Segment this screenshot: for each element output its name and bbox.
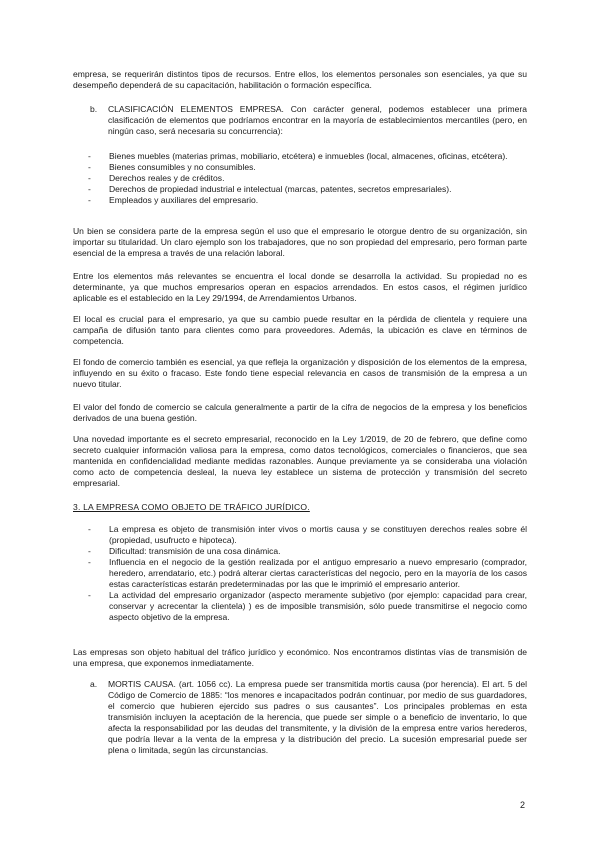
list-item: - La empresa es objeto de transmisión inter vivos o mortis causa y se constituyen derechos reales sobre él (propiedad, usufructo e hipoteca).	[88, 524, 527, 545]
dash-bullet: -	[88, 195, 91, 205]
transmission-list	[88, 524, 527, 623]
dash-bullet: -	[88, 162, 91, 172]
intro-continuation-paragraph: empresa, se requerirán distintos tipos de recursos. Entre ellos, los elementos personales son esenciales, ya que su desempeño dependerá de su capacitación, habilitación o formación específica.	[73, 69, 527, 90]
list-item: - Derechos de propiedad industrial e intelectual (marcas, patentes, secretos empresariales).	[88, 184, 452, 194]
list-item: - Empleados y auxiliares del empresario.	[88, 195, 259, 205]
traffic-paragraph: Las empresas son objeto habitual del tráfico jurídico y económico. Nos encontramos distintas vías de transmisión de una empresa, que exponemos inmediatamente.	[73, 647, 527, 668]
elements-list	[88, 151, 527, 206]
dash-bullet: -	[88, 546, 91, 556]
dash-bullet: -	[88, 590, 91, 600]
dash-bullet: -	[88, 557, 91, 567]
list-item: - Derechos reales y de créditos.	[88, 173, 225, 183]
list-item: - Bienes muebles (materias primas, mobiliario, etcétera) e inmuebles (local, almacenes, oficinas, etcétera).	[88, 151, 508, 161]
paragraph-local-crucial: El local es crucial para el empresario, ya que su cambio puede resultar en la pérdida de clientela y requiere una campaña de difusión tanto para clientes como para proveedores. Además, la ubicación es clave en términos de competencia.	[73, 314, 527, 346]
section-a-marker: a.	[90, 679, 98, 689]
section-3-heading: 3. LA EMPRESA COMO OBJETO DE TRÁFICO JURÍDICO.	[73, 502, 310, 512]
paragraph-local: Entre los elementos más relevantes se encuentra el local donde se desarrolla la actividad. Su propiedad no es determinante, ya que muchos empresarios operan en espacios arrendados. En estos casos, el régimen jurídico aplicable es el establecido en la Ley 29/1994, de Arrendamientos Urbanos.	[73, 271, 527, 303]
list-item: - Dificultad: transmisión de una cosa dinámica.	[88, 546, 281, 556]
list-item: - Bienes consumibles y no consumibles.	[88, 162, 256, 172]
section-b-marker: b.	[90, 104, 98, 114]
paragraph-secreto: Una novedad importante es el secreto empresarial, reconocido en la Ley 1/2019, de 20 de febrero, que define como secreto cualquier información valiosa para la empresa, como datos tecnológicos, comerciales o financieros, que sea mantenida en confidencialidad mediante medidas razonables. Aunque previamente ya se consideraba una violación como acto de competencia desleal, la nueva ley establece un sistema de protección y transmisión del secreto empresarial.	[73, 434, 527, 488]
dash-bullet: -	[88, 151, 91, 161]
dash-bullet: -	[88, 173, 91, 183]
dash-bullet: -	[88, 524, 91, 534]
paragraph-fondo-comercio: El fondo de comercio también es esencial, ya que refleja la organización y disposición de los elementos de la empresa, influyendo en su éxito o fracaso. Este fondo tiene especial relevancia en casos de transmisión de la empresa a un nuevo titular.	[73, 357, 527, 389]
page-number: 2	[520, 800, 526, 810]
list-item: - Influencia en el negocio de la gestión realizada por el antiguo empresario a nuevo empresario (comprador, heredero, arrendatario, etc.) podrá alterar ciertas características del negocio, pero en la mayoría de los casos estas características estarán predeterminadas por las que le imprimió el empresario anterior.	[88, 557, 527, 589]
dash-bullet: -	[88, 184, 91, 194]
list-item: - La actividad del empresario organizador (aspecto meramente subjetivo (por ejemplo: capacidad para crear, conservar y acrecentar la clientela) ) es de imposible transmisión, sólo puede transmitirse el negocio como aspecto objetivo de la empresa.	[88, 590, 527, 622]
section-b-paragraph: CLASIFICACIÓN ELEMENTOS EMPRESA. Con carácter general, podemos establecer una primera clasificación de elementos que podríamos encontrar en la mayoría de establecimientos mercantiles (pero, en ningún caso, será necesaria su concurrencia):	[108, 104, 527, 136]
paragraph-valor-fondo: El valor del fondo de comercio se calcula generalmente a partir de la cifra de negocios de la empresa y los beneficios derivados de una buena gestión.	[73, 402, 527, 423]
section-a-paragraph: MORTIS CAUSA. (art. 1056 cc). La empresa puede ser transmitida mortis causa (por herencia). El art. 5 del Código de Comercio de 1885: “los menores e incapacitados podrán continuar, por medio de sus guardadores, el comercio que hubieren ejercido sus padres o sus causantes”. Los principales problemas en esta transmisión incluyen la aceptación de la herencia, que puede ser simple o a beneficio de inventario, lo que afecta la responsabilidad por las deudas del transmitente, y la división de la empresa entre varios herederos, que podría llevar a la venta de la empresa y la distribución del precio. La sucesión empresarial puede ser plena o limitada, según las circunstancias.	[108, 679, 527, 755]
paragraph-bien: Un bien se considera parte de la empresa según el uso que el empresario le otorgue dentro de su organización, sin importar su titularidad. Un claro ejemplo son los trabajadores, que no son propiedad del empresario, pero forman parte esencial de la empresa a través de una relación laboral.	[73, 226, 527, 258]
